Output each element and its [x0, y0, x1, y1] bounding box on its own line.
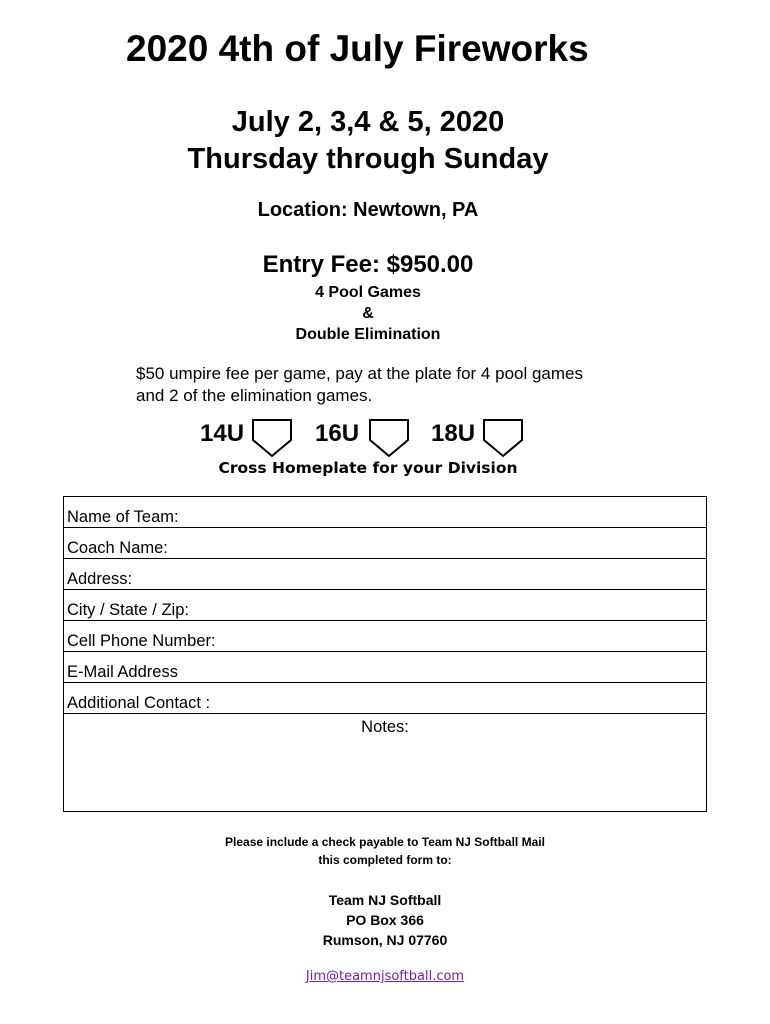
- event-location: Location: Newtown, PA: [257, 199, 479, 221]
- field-label: Cell Phone Number:: [67, 632, 216, 650]
- additional-contact-field[interactable]: [64, 683, 706, 714]
- division-label-16u: 16U: [315, 420, 360, 447]
- division-label-14u: 14U: [200, 420, 245, 447]
- registration-form: [63, 496, 707, 812]
- field-label: Coach Name:: [67, 539, 168, 557]
- umpire-note-line1: $50 umpire fee per game, pay at the plate for 4 pool games: [136, 364, 583, 383]
- home-plate-icon[interactable]: [251, 418, 293, 458]
- event-dates: July 2, 3,4 & 5, 2020: [231, 106, 505, 138]
- mailing-address-city: Rumson, NJ 07760: [322, 932, 448, 948]
- entry-fee: Entry Fee: $950.00: [262, 251, 474, 278]
- cell-phone-field[interactable]: [64, 621, 706, 652]
- field-label: City / State / Zip:: [67, 601, 189, 619]
- coach-name-field[interactable]: [64, 528, 706, 559]
- city-state-zip-field[interactable]: [64, 590, 706, 621]
- home-plate-icon[interactable]: [368, 418, 410, 458]
- email-field[interactable]: [64, 652, 706, 683]
- mailing-address-name: Team NJ Softball: [328, 892, 442, 908]
- mailing-address-pobox: PO Box 366: [346, 912, 424, 928]
- check-instruction-line1: Please include a check payable to Team NJ Softball Mail: [225, 835, 545, 849]
- division-label-18u: 18U: [431, 420, 476, 447]
- page-title: 2020 4th of July Fireworks: [126, 28, 589, 69]
- event-days: Thursday through Sunday: [187, 143, 549, 175]
- format-double-elimination: Double Elimination: [295, 326, 441, 343]
- format-ampersand: &: [362, 305, 374, 322]
- address-field[interactable]: [64, 559, 706, 590]
- home-plate-icon[interactable]: [482, 418, 524, 458]
- team-name-field[interactable]: [64, 497, 706, 528]
- umpire-note-line2: and 2 of the elimination games.: [136, 386, 373, 405]
- division-instruction: Cross Homeplate for your Division: [218, 459, 518, 477]
- field-label: Address:: [67, 570, 133, 588]
- check-instruction-line2: this completed form to:: [318, 853, 452, 867]
- field-label: Additional Contact :: [67, 694, 211, 712]
- format-pool-games: 4 Pool Games: [315, 284, 421, 301]
- umpire-fee-note: [136, 363, 583, 407]
- contact-email-link[interactable]: Jim@teamnjsoftball.com: [305, 969, 465, 984]
- field-label: Name of Team:: [67, 508, 179, 526]
- notes-label: Notes:: [361, 718, 409, 736]
- field-label: E-Mail Address: [67, 663, 178, 681]
